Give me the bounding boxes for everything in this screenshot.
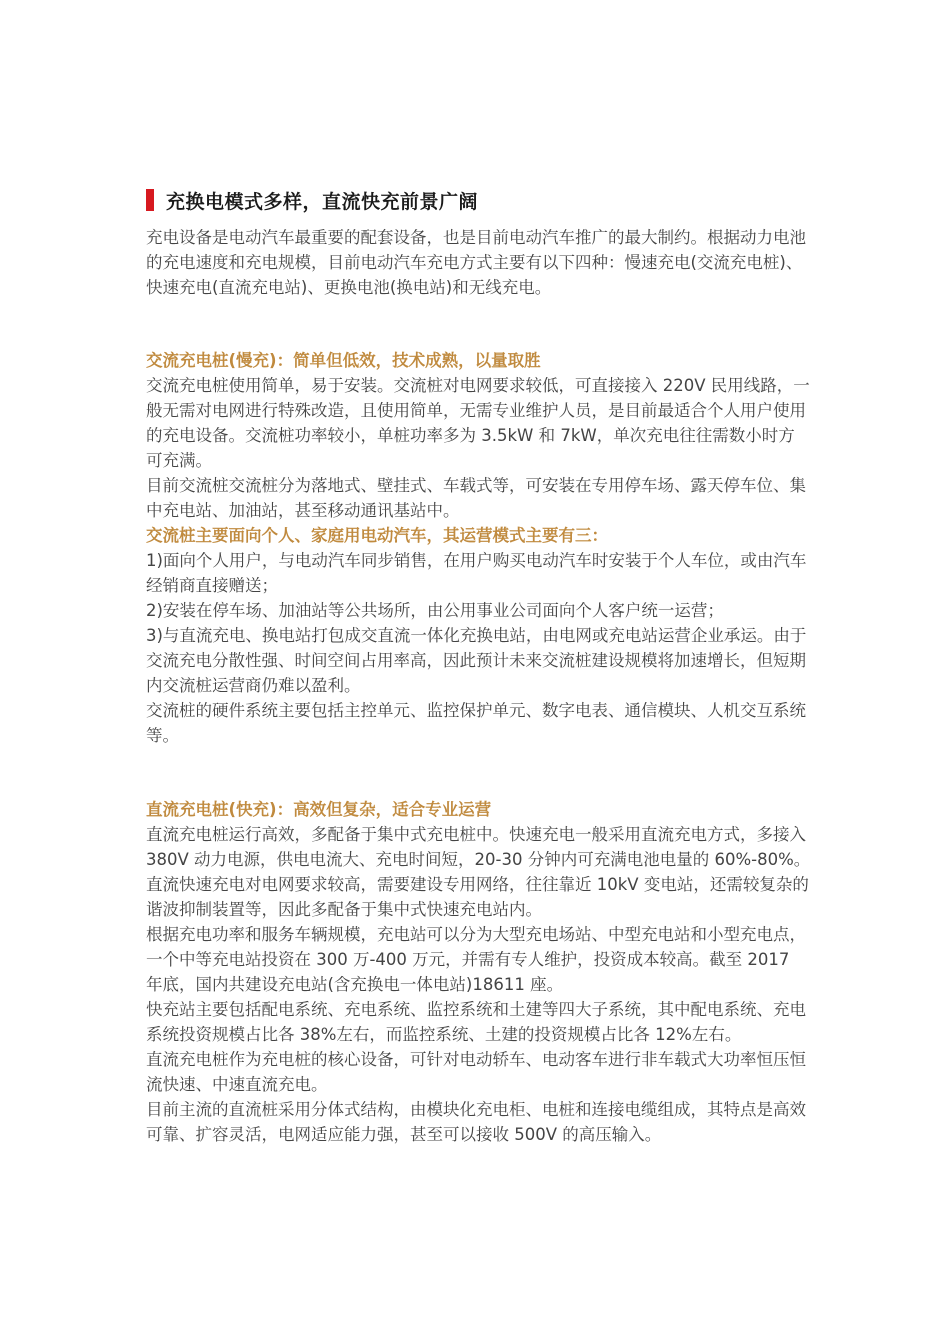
ac-heading: 交流充电桩(慢充)：简单但低效，技术成熟，以量取胜 <box>146 351 541 370</box>
dc-paragraph-5: 直流充电桩作为充电桩的核心设备，可针对电动轿车、电动客车进行非车载式大功率恒压恒流快速、中速直流充电。 <box>146 1050 806 1094</box>
ac-paragraph-2: 目前交流桩交流桩分为落地式、壁挂式、车载式等，可安装在专用停车场、露天停车位、集中充电站、加油站，甚至移动通讯基站中。 <box>146 476 806 520</box>
ac-charging-block <box>146 348 811 748</box>
dc-paragraph-4: 快充站主要包括配电系统、充电系统、监控系统和土建等四大子系统，其中配电系统、充电系统投资规模占比各 38%左右，而监控系统、土建的投资规模占比各 12%左右。 <box>146 1000 806 1044</box>
ac-operation-item-3: 3)与直流充电、换电站打包成交直流一体化充换电站，由电网或充电站运营企业承运。由于交流充电分散性强、时间空间占用率高，因此预计未来交流桩建设规模将加速增长，但短期内交流桩运营商仍难以盈利。 <box>146 626 807 695</box>
dc-paragraph-3: 根据充电功率和服务车辆规模，充电站可以分为大型充电场站、中型充电站和小型充电点，一个中等充电站投资在 300 万-400 万元，并需有专人维护，投资成本较高。截至 2017 年底，国内共建设充电站(含充换电一体电站)18611 座。 <box>146 925 806 994</box>
section-title <box>146 186 478 214</box>
section-title-text: 充换电模式多样，直流快充前景广阔 <box>166 190 479 213</box>
dc-paragraph-2: 直流快速充电对电网要求较高，需要建设专用网络，往往靠近 10kV 变电站，还需较复杂的谐波抑制装置等，因此多配备于集中式快速充电站内。 <box>146 875 809 919</box>
ac-operation-subheading: 交流桩主要面向个人、家庭用电动汽车，其运营模式主要有三： <box>146 526 608 545</box>
title-accent-bar <box>146 189 154 211</box>
ac-operation-item-2: 2)安装在停车场、加油站等公共场所，由公用事业公司面向个人客户统一运营； <box>146 601 724 620</box>
ac-operation-item-1: 1)面向个人用户，与电动汽车同步销售，在用户购买电动汽车时安装于个人车位，或由汽车经销商直接赠送； <box>146 551 807 595</box>
ac-paragraph-3: 交流桩的硬件系统主要包括主控单元、监控保护单元、数字电表、通信模块、人机交互系统等。 <box>146 701 806 745</box>
dc-paragraph-1: 直流充电桩运行高效，多配备于集中式充电桩中。快速充电一般采用直流充电方式，多接入 380V 动力电源，供电电流大、充电时间短，20-30 分钟内可充满电池电量的 60%-80%。 <box>146 825 811 869</box>
intro-paragraph: 充电设备是电动汽车最重要的配套设备，也是目前电动汽车推广的最大制约。根据动力电池的充电速度和充电规模，目前电动汽车充电方式主要有以下四种：慢速充电(交流充电桩)、快速充电(直流充电站)、更换电池(换电站)和无线充电。 <box>146 228 806 297</box>
dc-charging-block <box>146 797 811 1147</box>
dc-heading: 直流充电桩(快充)：高效但复杂，适合专业运营 <box>146 800 492 819</box>
dc-paragraph-6: 目前主流的直流桩采用分体式结构，由模块化充电柜、电桩和连接电缆组成，其特点是高效可靠、扩容灵活，电网适应能力强，甚至可以接收 500V 的高压输入。 <box>146 1100 806 1144</box>
intro-block <box>146 225 811 300</box>
ac-paragraph-1: 交流充电桩使用简单，易于安装。交流桩对电网要求较低，可直接接入 220V 民用线路，一般无需对电网进行特殊改造，且使用简单，无需专业维护人员，是目前最适合个人用户使用的充电设备。交流桩功率较小，单桩功率多为 3.5kW 和 7kW，单次充电往往需数小时方可充满。 <box>146 376 810 470</box>
